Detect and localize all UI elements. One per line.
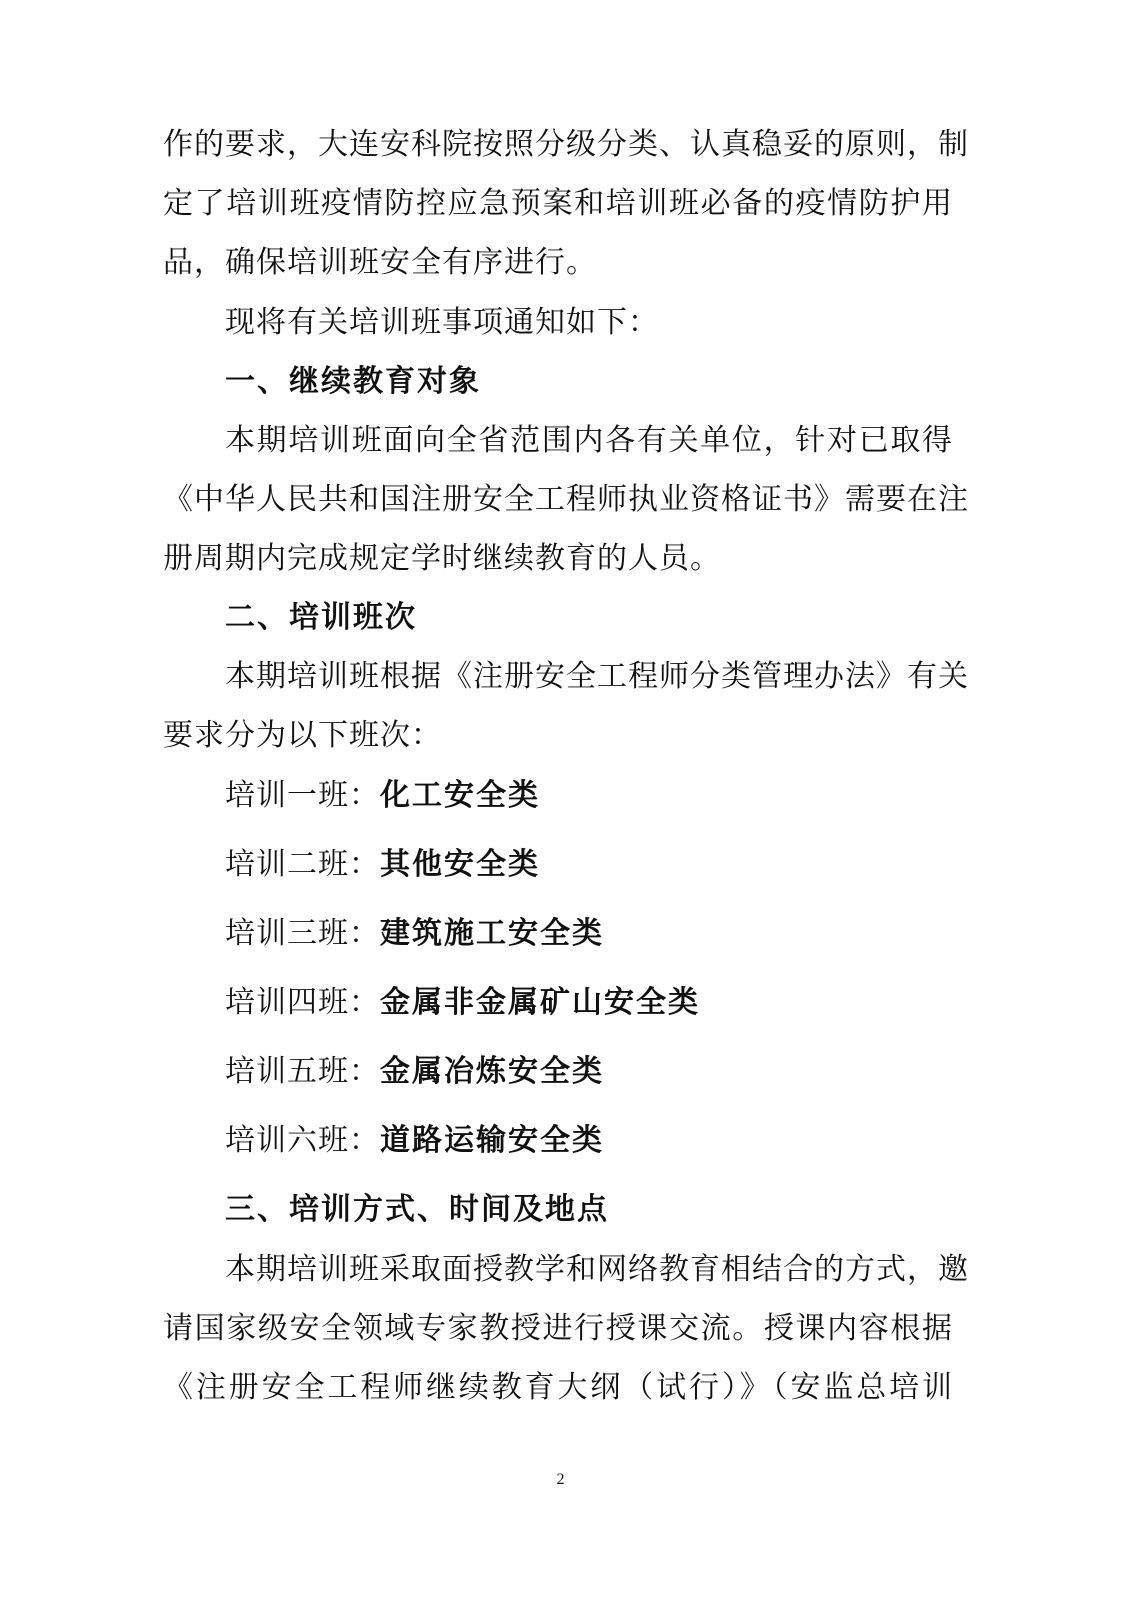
class-name: 建筑施工安全类 xyxy=(380,916,604,951)
page-number: 2 xyxy=(556,1471,565,1488)
class-label: 培训四班： xyxy=(225,985,380,1020)
class-name: 其他安全类 xyxy=(380,847,540,882)
class-label: 培训六班： xyxy=(225,1123,380,1158)
class-item-2 xyxy=(225,845,953,885)
class-name: 金属非金属矿山安全类 xyxy=(380,985,700,1020)
section3-line-2: 请国家级安全领域专家教授进行授课交流。授课内容根据 xyxy=(163,1311,953,1346)
section1-heading: 一、继续教育对象 xyxy=(225,364,481,399)
notice-line: 现将有关培训班事项通知如下： xyxy=(225,305,659,340)
class-item-3 xyxy=(225,914,953,954)
class-item-1 xyxy=(225,776,953,816)
intro-line-3: 品，确保培训班安全有序进行。 xyxy=(163,245,597,280)
section1-line-2: 《中华人民共和国注册安全工程师执业资格证书》需要在注 xyxy=(163,482,969,517)
class-item-5 xyxy=(225,1052,953,1092)
class-name: 金属冶炼安全类 xyxy=(380,1054,604,1089)
class-item-4 xyxy=(225,983,953,1023)
class-item-6 xyxy=(225,1121,953,1161)
class-name: 道路运输安全类 xyxy=(380,1123,604,1158)
class-label: 培训一班： xyxy=(225,778,380,813)
class-label: 培训二班： xyxy=(225,847,380,882)
section3-heading: 三、培训方式、时间及地点 xyxy=(225,1192,609,1227)
section3-line-3: 《注册安全工程师继续教育大纲（试行）》（安监总培训 xyxy=(163,1370,953,1405)
section1-line-3: 册周期内完成规定学时继续教育的人员。 xyxy=(163,541,721,576)
section2-line-2: 要求分为以下班次： xyxy=(163,718,442,753)
intro-line-2: 定了培训班疫情防控应急预案和培训班必备的疫情防护用 xyxy=(163,186,953,221)
class-label: 培训三班： xyxy=(225,916,380,951)
class-name: 化工安全类 xyxy=(380,778,540,813)
section2-line-1: 本期培训班根据《注册安全工程师分类管理办法》有关 xyxy=(225,659,969,694)
intro-line-1: 作的要求，大连安科院按照分级分类、认真稳妥的原则，制 xyxy=(163,127,969,162)
section2-heading: 二、培训班次 xyxy=(225,600,417,635)
section1-line-1: 本期培训班面向全省范围内各有关单位，针对已取得 xyxy=(225,423,953,458)
section3-line-1: 本期培训班采取面授教学和网络教育相结合的方式，邀 xyxy=(225,1252,969,1287)
class-label: 培训五班： xyxy=(225,1054,380,1089)
